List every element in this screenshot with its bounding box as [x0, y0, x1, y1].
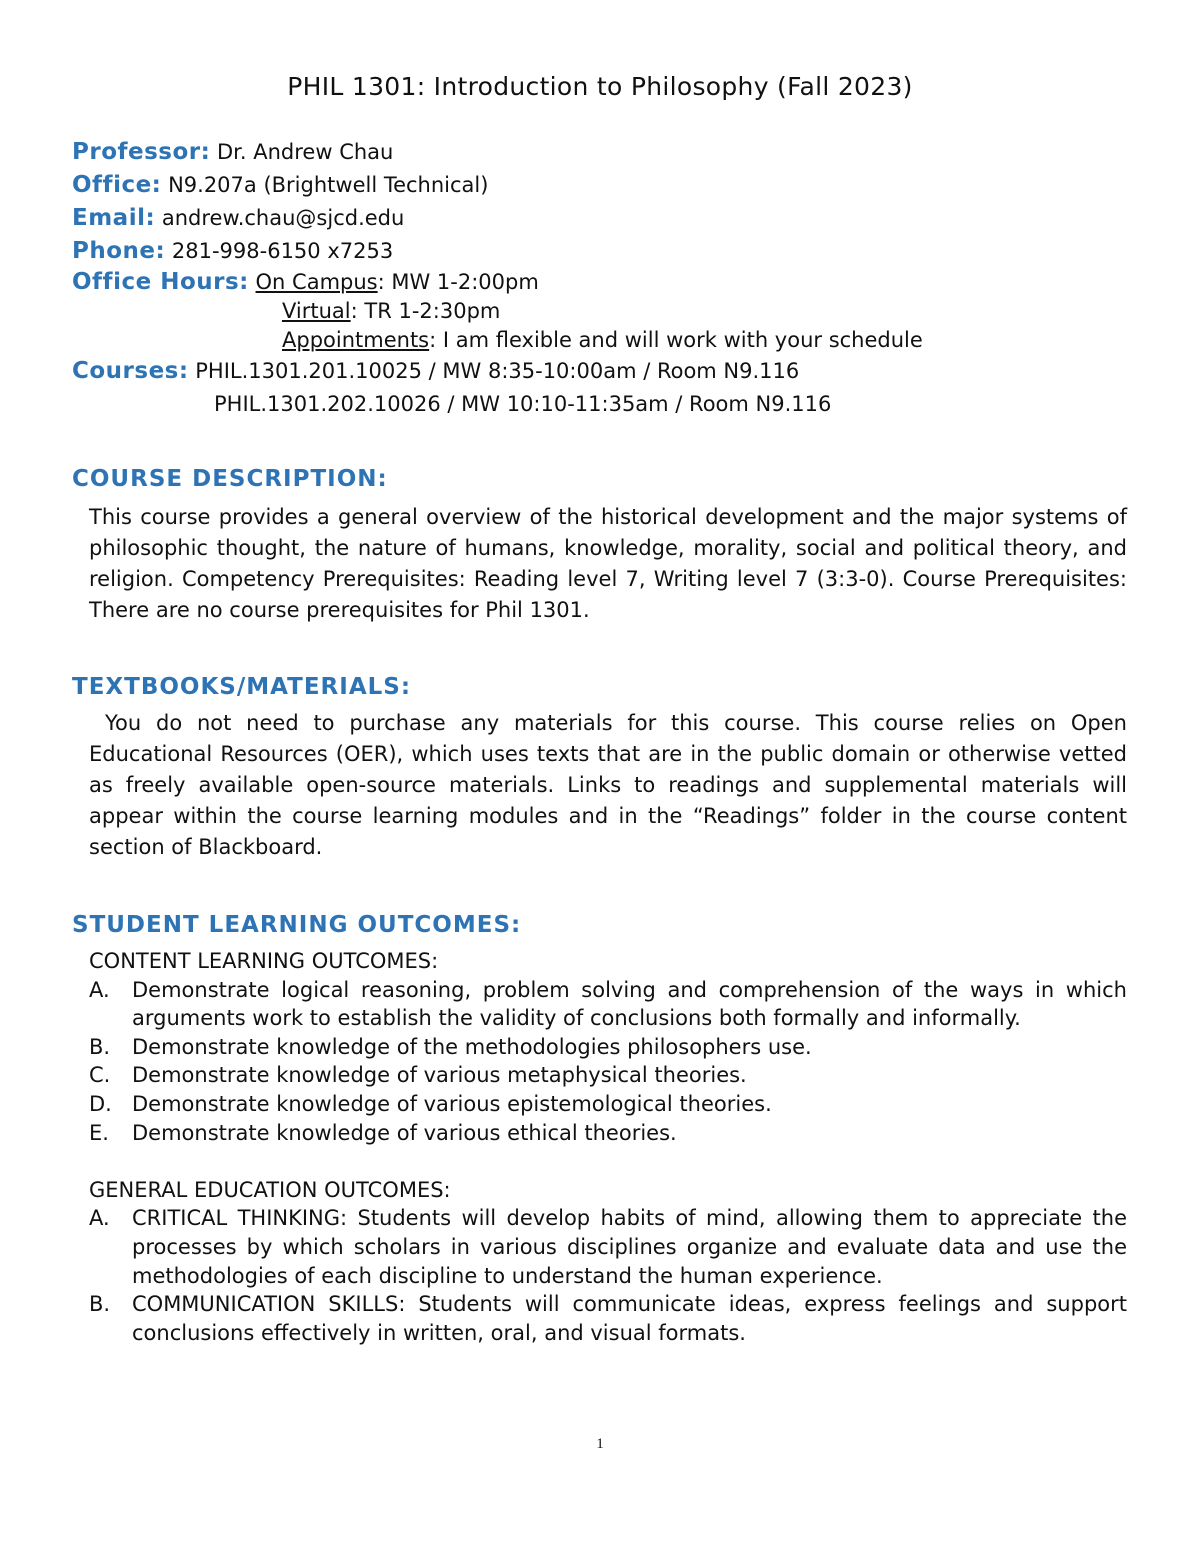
professor-label: Professor:	[72, 139, 211, 165]
page-number: 1	[596, 1436, 604, 1452]
course-description-text: This course provides a general overview of the historical development and the major systems of philosophic thought, the nature of humans, knowledge, morality, social and political theory, and religion. Competency Prerequisites: Reading level 7, Writing level 7 (3:3-0). Course Prerequisites: There are no course prerequisites for Phil 1301.	[89, 505, 1127, 622]
courses-row	[72, 355, 923, 388]
page-title: PHIL 1301: Introduction to Philosophy (Fall 2023)	[287, 72, 913, 101]
list-item	[89, 1204, 1127, 1290]
spacer	[89, 1147, 1127, 1176]
instructor-info	[72, 136, 923, 421]
item-text: Demonstrate knowledge of the methodologies philosophers use.	[132, 1034, 812, 1059]
content-outcomes-heading: CONTENT LEARNING OUTCOMES:	[89, 949, 439, 973]
courses-row	[72, 388, 923, 421]
office-hours-row	[72, 268, 923, 297]
item-text: Demonstrate logical reasoning, problem solving and comprehension of the ways in which arguments work to establish the validity of conclusions both formally and informally.	[132, 977, 1127, 1031]
textbooks-text: You do not need to purchase any materials for this course. This course relies on Open Educational Resources (OER), which uses texts that are in the public domain or otherwise vetted as freely available open-source materials. Links to readings and supplemental materials will appear within the course learning modules and in the “Readings” folder in the course content section of Blackboard.	[89, 711, 1127, 859]
item-letter: A.	[89, 1206, 110, 1231]
list-item	[89, 1061, 1127, 1090]
office-hours-type: On Campus	[255, 270, 378, 294]
item-letter: E.	[89, 1120, 109, 1145]
phone-label: Phone:	[72, 238, 166, 264]
email-label: Email:	[72, 205, 156, 231]
email-row	[72, 202, 923, 235]
course-section: PHIL.1301.201.10025 / MW 8:35-10:00am / Room N9.116	[195, 359, 800, 383]
office-hours-detail: : TR 1-2:30pm	[350, 299, 501, 323]
office-hours-detail: : I am flexible and will work with your schedule	[429, 328, 923, 352]
phone-value: 281-998-6150 x7253	[171, 239, 394, 263]
item-text: COMMUNICATION SKILLS: Students will communicate ideas, express feelings and support conclusions effectively in written, oral, and visual formats.	[132, 1292, 1127, 1345]
office-hours-detail: : MW 1-2:00pm	[377, 270, 539, 294]
outcomes-list	[89, 947, 1127, 1347]
learning-outcomes-heading: STUDENT LEARNING OUTCOMES:	[72, 912, 522, 938]
item-letter: B.	[89, 1034, 111, 1059]
item-letter: A.	[89, 977, 110, 1002]
general-outcomes-heading: GENERAL EDUCATION OUTCOMES:	[89, 1177, 451, 1202]
textbooks-heading: TEXTBOOKS/MATERIALS:	[72, 674, 412, 700]
list-item	[89, 1290, 1127, 1347]
course-section: PHIL.1301.202.10026 / MW 10:10-11:35am / Room N9.116	[214, 392, 832, 416]
office-row	[72, 169, 923, 202]
office-hours-label: Office Hours:	[72, 269, 249, 295]
item-letter: B.	[89, 1292, 111, 1317]
list-item	[89, 1033, 1127, 1062]
item-text: Demonstrate knowledge of various epistemological theories.	[132, 1091, 772, 1116]
office-hours-row	[72, 297, 923, 326]
list-item	[89, 1119, 1127, 1148]
email-value[interactable]: andrew.chau@sjcd.edu	[161, 206, 405, 230]
professor-value: Dr. Andrew Chau	[217, 140, 394, 164]
office-value: N9.207a (Brightwell Technical)	[168, 173, 489, 197]
item-text: Demonstrate knowledge of various metaphysical theories.	[132, 1063, 747, 1088]
phone-row	[72, 235, 923, 268]
item-letter: D.	[89, 1091, 112, 1116]
office-hours-type: Appointments	[282, 328, 430, 352]
courses-label: Courses:	[72, 358, 189, 384]
office-hours-row	[72, 326, 923, 355]
item-text: Demonstrate knowledge of various ethical theories.	[132, 1120, 677, 1145]
course-description-heading: COURSE DESCRIPTION:	[72, 466, 388, 492]
list-item	[89, 976, 1127, 1033]
office-label: Office:	[72, 172, 162, 198]
item-text: CRITICAL THINKING: Students will develop habits of mind, allowing them to appreciate the processes by which scholars in various disciplines organize and evaluate data and use the methodologies of each discipline to understand the human experience.	[132, 1206, 1127, 1288]
professor-row	[72, 136, 923, 169]
list-item	[89, 1090, 1127, 1119]
office-hours-type: Virtual	[282, 299, 351, 323]
item-letter: C.	[89, 1063, 111, 1088]
